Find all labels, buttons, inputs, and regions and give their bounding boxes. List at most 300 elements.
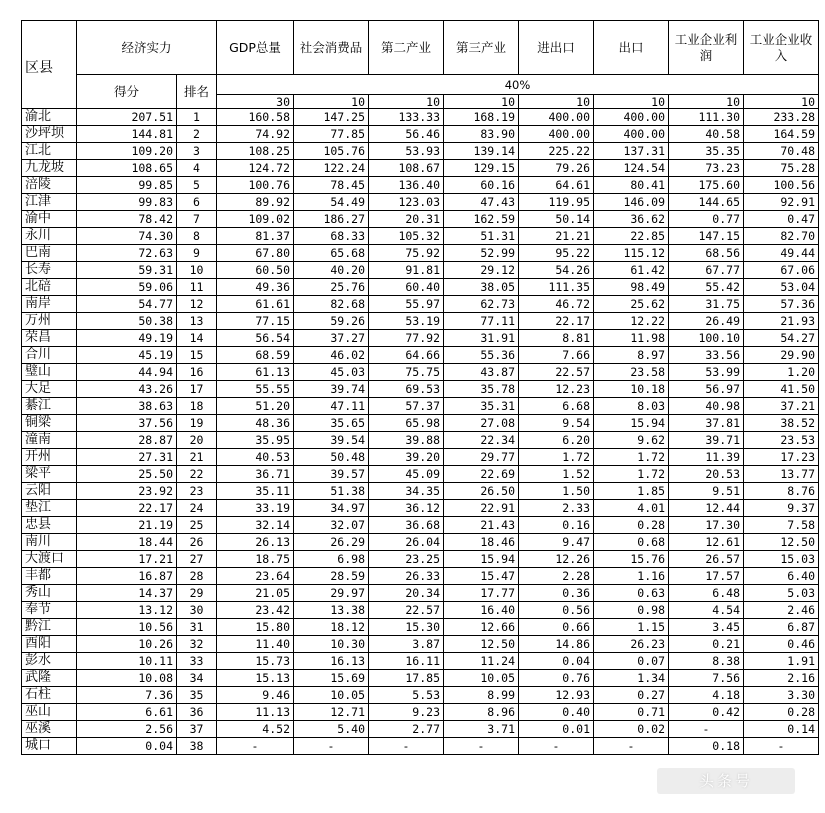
value-cell: 39.57	[294, 466, 369, 483]
score-cell: 43.26	[77, 381, 177, 398]
value-cell: 46.02	[294, 347, 369, 364]
weight-value: 10	[444, 95, 519, 109]
value-cell: 15.03	[744, 551, 819, 568]
value-cell: 22.91	[444, 500, 519, 517]
value-cell: 75.92	[369, 245, 444, 262]
value-cell: 133.33	[369, 109, 444, 126]
area-name-cell: 垫江	[22, 500, 77, 517]
value-cell: 26.57	[669, 551, 744, 568]
value-cell: 400.00	[594, 126, 669, 143]
value-cell: 0.76	[519, 670, 594, 687]
value-cell: 17.77	[444, 585, 519, 602]
value-cell: 4.54	[669, 602, 744, 619]
score-cell: 13.12	[77, 602, 177, 619]
value-cell: 9.23	[369, 704, 444, 721]
value-cell: 1.72	[519, 449, 594, 466]
value-cell: 147.15	[669, 228, 744, 245]
table-row	[22, 160, 819, 177]
weight-percent: 40%	[217, 75, 819, 95]
table-row	[22, 636, 819, 653]
table-row	[22, 126, 819, 143]
value-cell: 22.34	[444, 432, 519, 449]
score-cell: 7.36	[77, 687, 177, 704]
value-cell: 12.50	[444, 636, 519, 653]
value-cell: 146.09	[594, 194, 669, 211]
score-cell: 6.61	[77, 704, 177, 721]
rank-cell: 2	[177, 126, 217, 143]
area-name-cell: 九龙坡	[22, 160, 77, 177]
value-cell: 123.03	[369, 194, 444, 211]
value-cell: 95.22	[519, 245, 594, 262]
value-cell: 2.28	[519, 568, 594, 585]
score-cell: 0.04	[77, 738, 177, 755]
area-name-cell: 南岸	[22, 296, 77, 313]
value-cell: 29.12	[444, 262, 519, 279]
table-row	[22, 568, 819, 585]
value-cell: 17.30	[669, 517, 744, 534]
value-cell: 0.77	[669, 211, 744, 228]
value-cell: 20.31	[369, 211, 444, 228]
value-cell: 61.61	[217, 296, 294, 313]
value-cell: 75.28	[744, 160, 819, 177]
table-row	[22, 109, 819, 126]
value-cell: 23.25	[369, 551, 444, 568]
value-cell: 11.24	[444, 653, 519, 670]
value-cell: 8.96	[444, 704, 519, 721]
area-name-cell: 梁平	[22, 466, 77, 483]
score-cell: 38.63	[77, 398, 177, 415]
value-cell: 1.16	[594, 568, 669, 585]
value-cell: 11.98	[594, 330, 669, 347]
area-name-cell: 石柱	[22, 687, 77, 704]
value-cell: 20.34	[369, 585, 444, 602]
value-cell: 41.50	[744, 381, 819, 398]
value-cell: 61.42	[594, 262, 669, 279]
value-cell: -	[744, 738, 819, 755]
value-cell: 20.53	[669, 466, 744, 483]
value-cell: 15.47	[444, 568, 519, 585]
value-cell: 35.65	[294, 415, 369, 432]
value-cell: 0.36	[519, 585, 594, 602]
rank-cell: 34	[177, 670, 217, 687]
score-cell: 45.19	[77, 347, 177, 364]
value-cell: 26.13	[217, 534, 294, 551]
value-cell: 50.14	[519, 211, 594, 228]
value-cell: 0.98	[594, 602, 669, 619]
value-cell: 74.92	[217, 126, 294, 143]
subheader-row	[22, 75, 819, 95]
value-cell: 39.74	[294, 381, 369, 398]
area-name-cell: 酉阳	[22, 636, 77, 653]
value-cell: 60.50	[217, 262, 294, 279]
rank-cell: 18	[177, 398, 217, 415]
value-cell: 46.72	[519, 296, 594, 313]
value-cell: 9.47	[519, 534, 594, 551]
area-name-cell: 云阳	[22, 483, 77, 500]
value-cell: 53.19	[369, 313, 444, 330]
rank-cell: 7	[177, 211, 217, 228]
value-cell: 14.86	[519, 636, 594, 653]
weight-value: 10	[594, 95, 669, 109]
value-cell: 21.93	[744, 313, 819, 330]
value-cell: 108.67	[369, 160, 444, 177]
table-row	[22, 466, 819, 483]
area-name-cell: 涪陵	[22, 177, 77, 194]
value-cell: 8.38	[669, 653, 744, 670]
value-cell: 9.62	[594, 432, 669, 449]
value-cell: -	[519, 738, 594, 755]
score-cell: 16.87	[77, 568, 177, 585]
value-cell: 15.69	[294, 670, 369, 687]
value-cell: 0.56	[519, 602, 594, 619]
value-cell: 10.30	[294, 636, 369, 653]
score-cell: 72.63	[77, 245, 177, 262]
area-name-cell: 万州	[22, 313, 77, 330]
value-cell: 1.20	[744, 364, 819, 381]
area-name-cell: 长寿	[22, 262, 77, 279]
area-name-cell: 永川	[22, 228, 77, 245]
value-cell: 39.20	[369, 449, 444, 466]
value-cell: 83.90	[444, 126, 519, 143]
value-cell: 56.54	[217, 330, 294, 347]
value-cell: 0.47	[744, 211, 819, 228]
value-cell: 162.59	[444, 211, 519, 228]
value-cell: 12.26	[519, 551, 594, 568]
table-row	[22, 228, 819, 245]
value-cell: 82.68	[294, 296, 369, 313]
value-cell: 9.46	[217, 687, 294, 704]
area-name-cell: 巴南	[22, 245, 77, 262]
value-cell: 39.54	[294, 432, 369, 449]
value-cell: 55.55	[217, 381, 294, 398]
value-cell: 60.16	[444, 177, 519, 194]
value-cell: 53.93	[369, 143, 444, 160]
value-cell: 53.04	[744, 279, 819, 296]
rank-cell: 21	[177, 449, 217, 466]
table-row	[22, 296, 819, 313]
value-cell: 5.53	[369, 687, 444, 704]
value-cell: -	[294, 738, 369, 755]
value-cell: 15.13	[217, 670, 294, 687]
value-cell: 15.76	[594, 551, 669, 568]
rank-cell: 36	[177, 704, 217, 721]
area-name-cell: 城口	[22, 738, 77, 755]
strength-header: 经济实力	[77, 21, 217, 75]
weight-value: 10	[369, 95, 444, 109]
value-cell: 64.66	[369, 347, 444, 364]
value-cell: 54.26	[519, 262, 594, 279]
value-cell: 34.35	[369, 483, 444, 500]
value-cell: 40.20	[294, 262, 369, 279]
table-row	[22, 211, 819, 228]
weight-value: 10	[744, 95, 819, 109]
value-cell: 11.39	[669, 449, 744, 466]
value-cell: 21.21	[519, 228, 594, 245]
value-cell: 89.92	[217, 194, 294, 211]
value-cell: 69.53	[369, 381, 444, 398]
value-cell: 36.12	[369, 500, 444, 517]
rank-cell: 13	[177, 313, 217, 330]
value-cell: 65.68	[294, 245, 369, 262]
value-cell: 0.07	[594, 653, 669, 670]
value-cell: 13.77	[744, 466, 819, 483]
value-cell: 0.66	[519, 619, 594, 636]
value-cell: 22.57	[369, 602, 444, 619]
value-cell: 4.18	[669, 687, 744, 704]
area-name-cell: 武隆	[22, 670, 77, 687]
value-cell: 0.02	[594, 721, 669, 738]
table-row	[22, 364, 819, 381]
value-cell: 15.80	[217, 619, 294, 636]
value-cell: 27.08	[444, 415, 519, 432]
col-header: 工业企业利润	[669, 21, 744, 75]
table-row	[22, 483, 819, 500]
value-cell: 70.48	[744, 143, 819, 160]
score-cell: 21.19	[77, 517, 177, 534]
score-cell: 44.94	[77, 364, 177, 381]
table-row	[22, 534, 819, 551]
rank-cell: 28	[177, 568, 217, 585]
score-cell: 28.87	[77, 432, 177, 449]
table-row	[22, 449, 819, 466]
value-cell: 82.70	[744, 228, 819, 245]
value-cell: 3.71	[444, 721, 519, 738]
value-cell: 77.11	[444, 313, 519, 330]
value-cell: 18.12	[294, 619, 369, 636]
value-cell: 67.77	[669, 262, 744, 279]
table-row	[22, 721, 819, 738]
value-cell: 13.38	[294, 602, 369, 619]
value-cell: 10.05	[294, 687, 369, 704]
value-cell: 0.14	[744, 721, 819, 738]
table-row	[22, 194, 819, 211]
value-cell: 37.81	[669, 415, 744, 432]
value-cell: 12.50	[744, 534, 819, 551]
value-cell: 17.57	[669, 568, 744, 585]
value-cell: 6.68	[519, 398, 594, 415]
rank-cell: 29	[177, 585, 217, 602]
value-cell: 26.33	[369, 568, 444, 585]
area-name-cell: 大渡口	[22, 551, 77, 568]
value-cell: 51.31	[444, 228, 519, 245]
value-cell: 34.97	[294, 500, 369, 517]
value-cell: -	[217, 738, 294, 755]
value-cell: 23.42	[217, 602, 294, 619]
area-name-cell: 巫溪	[22, 721, 77, 738]
value-cell: 18.46	[444, 534, 519, 551]
value-cell: 35.78	[444, 381, 519, 398]
value-cell: 12.61	[669, 534, 744, 551]
table-row	[22, 330, 819, 347]
score-cell: 23.92	[77, 483, 177, 500]
rank-cell: 37	[177, 721, 217, 738]
value-cell: 50.48	[294, 449, 369, 466]
value-cell: 35.11	[217, 483, 294, 500]
col-header: 工业企业收入	[744, 21, 819, 75]
value-cell: 1.72	[594, 466, 669, 483]
value-cell: 160.58	[217, 109, 294, 126]
score-cell: 10.56	[77, 619, 177, 636]
area-name-cell: 潼南	[22, 432, 77, 449]
value-cell: 38.52	[744, 415, 819, 432]
value-cell: 0.28	[744, 704, 819, 721]
value-cell: 67.80	[217, 245, 294, 262]
area-name-cell: 铜梁	[22, 415, 77, 432]
value-cell: 51.38	[294, 483, 369, 500]
value-cell: 57.36	[744, 296, 819, 313]
rank-cell: 30	[177, 602, 217, 619]
value-cell: 225.22	[519, 143, 594, 160]
area-name-cell: 沙坪坝	[22, 126, 77, 143]
value-cell: 40.58	[669, 126, 744, 143]
rank-cell: 26	[177, 534, 217, 551]
rank-cell: 1	[177, 109, 217, 126]
value-cell: 3.87	[369, 636, 444, 653]
value-cell: 77.85	[294, 126, 369, 143]
rank-cell: 11	[177, 279, 217, 296]
rank-cell: 5	[177, 177, 217, 194]
value-cell: 122.24	[294, 160, 369, 177]
area-name-cell: 合川	[22, 347, 77, 364]
value-cell: 49.36	[217, 279, 294, 296]
value-cell: 61.13	[217, 364, 294, 381]
value-cell: 16.11	[369, 653, 444, 670]
area-name-cell: 渝北	[22, 109, 77, 126]
value-cell: 12.23	[519, 381, 594, 398]
value-cell: 78.45	[294, 177, 369, 194]
value-cell: 1.34	[594, 670, 669, 687]
value-cell: 5.40	[294, 721, 369, 738]
value-cell: 119.95	[519, 194, 594, 211]
value-cell: 80.41	[594, 177, 669, 194]
value-cell: 6.40	[744, 568, 819, 585]
weight-value: 10	[294, 95, 369, 109]
value-cell: 36.68	[369, 517, 444, 534]
value-cell: 137.31	[594, 143, 669, 160]
value-cell: 54.49	[294, 194, 369, 211]
rank-cell: 32	[177, 636, 217, 653]
value-cell: 400.00	[594, 109, 669, 126]
value-cell: 31.75	[669, 296, 744, 313]
value-cell: 21.43	[444, 517, 519, 534]
value-cell: 1.15	[594, 619, 669, 636]
value-cell: 8.99	[444, 687, 519, 704]
rank-cell: 19	[177, 415, 217, 432]
value-cell: 52.99	[444, 245, 519, 262]
score-cell: 25.50	[77, 466, 177, 483]
weight-value: 30	[217, 95, 294, 109]
table-row	[22, 619, 819, 636]
value-cell: 31.91	[444, 330, 519, 347]
col-header: 第三产业	[444, 21, 519, 75]
rank-cell: 33	[177, 653, 217, 670]
value-cell: 26.29	[294, 534, 369, 551]
value-cell: 17.23	[744, 449, 819, 466]
value-cell: 0.63	[594, 585, 669, 602]
value-cell: 36.62	[594, 211, 669, 228]
value-cell: 35.31	[444, 398, 519, 415]
table-row	[22, 398, 819, 415]
value-cell: 115.12	[594, 245, 669, 262]
value-cell: 10.05	[444, 670, 519, 687]
value-cell: 1.52	[519, 466, 594, 483]
score-cell: 17.21	[77, 551, 177, 568]
rank-cell: 8	[177, 228, 217, 245]
table-row	[22, 313, 819, 330]
value-cell: 0.68	[594, 534, 669, 551]
score-cell: 109.20	[77, 143, 177, 160]
score-cell: 99.85	[77, 177, 177, 194]
rank-cell: 10	[177, 262, 217, 279]
rank-cell: 25	[177, 517, 217, 534]
value-cell: 8.97	[594, 347, 669, 364]
value-cell: 23.58	[594, 364, 669, 381]
value-cell: 0.18	[669, 738, 744, 755]
value-cell: 4.01	[594, 500, 669, 517]
watermark: 头条号	[657, 768, 795, 794]
table-row	[22, 670, 819, 687]
table-row	[22, 245, 819, 262]
area-name-cell: 开州	[22, 449, 77, 466]
area-header: 区县	[22, 21, 77, 109]
value-cell: 26.50	[444, 483, 519, 500]
value-cell: 79.26	[519, 160, 594, 177]
value-cell: 25.76	[294, 279, 369, 296]
rank-cell: 31	[177, 619, 217, 636]
table-row	[22, 585, 819, 602]
value-cell: 59.26	[294, 313, 369, 330]
value-cell: 16.13	[294, 653, 369, 670]
value-cell: 29.90	[744, 347, 819, 364]
value-cell: 8.03	[594, 398, 669, 415]
value-cell: 12.44	[669, 500, 744, 517]
score-cell: 22.17	[77, 500, 177, 517]
value-cell: 2.46	[744, 602, 819, 619]
value-cell: 11.13	[217, 704, 294, 721]
value-cell: 111.35	[519, 279, 594, 296]
value-cell: 7.66	[519, 347, 594, 364]
area-name-cell: 綦江	[22, 398, 77, 415]
score-header: 得分	[77, 75, 177, 109]
value-cell: 40.98	[669, 398, 744, 415]
table-row	[22, 347, 819, 364]
value-cell: 144.65	[669, 194, 744, 211]
value-cell: 15.94	[594, 415, 669, 432]
table-row	[22, 415, 819, 432]
value-cell: 77.15	[217, 313, 294, 330]
value-cell: 39.71	[669, 432, 744, 449]
value-cell: 1.72	[594, 449, 669, 466]
rank-cell: 23	[177, 483, 217, 500]
value-cell: 124.72	[217, 160, 294, 177]
value-cell: 62.73	[444, 296, 519, 313]
value-cell: 0.16	[519, 517, 594, 534]
value-cell: 98.49	[594, 279, 669, 296]
value-cell: 9.37	[744, 500, 819, 517]
rank-cell: 12	[177, 296, 217, 313]
value-cell: 108.25	[217, 143, 294, 160]
value-cell: 186.27	[294, 211, 369, 228]
value-cell: 22.85	[594, 228, 669, 245]
score-cell: 207.51	[77, 109, 177, 126]
value-cell: 15.94	[444, 551, 519, 568]
score-cell: 2.56	[77, 721, 177, 738]
value-cell: 8.81	[519, 330, 594, 347]
value-cell: 12.66	[444, 619, 519, 636]
score-cell: 108.65	[77, 160, 177, 177]
value-cell: 5.03	[744, 585, 819, 602]
rank-cell: 3	[177, 143, 217, 160]
